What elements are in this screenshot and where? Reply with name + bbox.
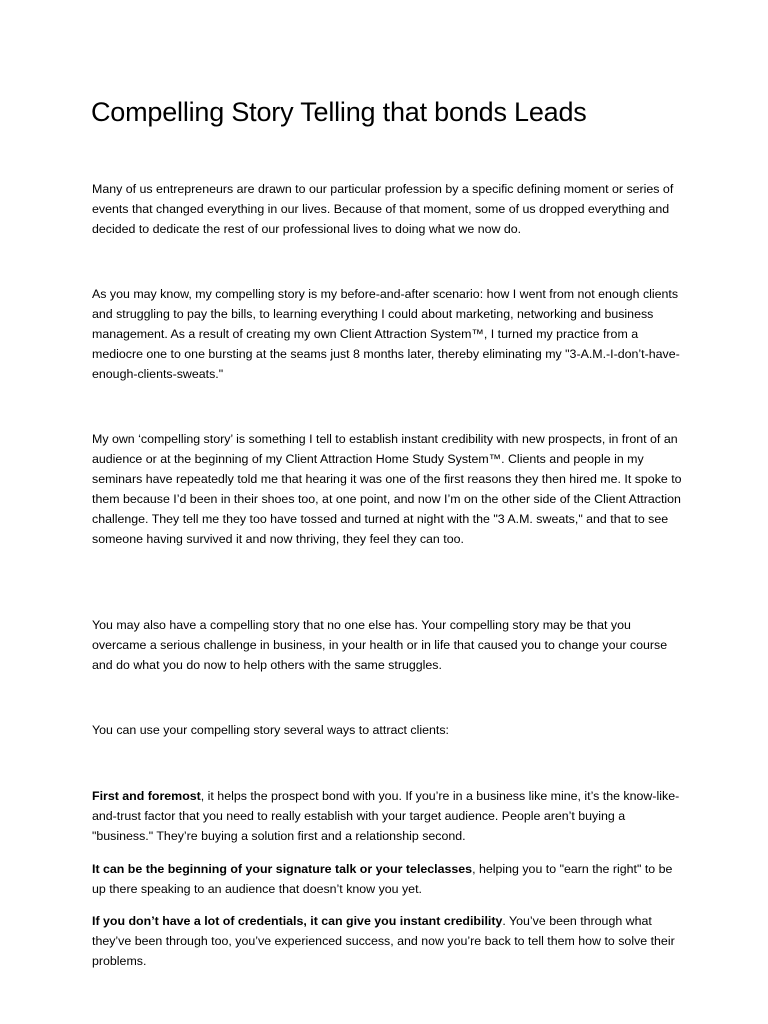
paragraph-lead-bold: First and foremost [92, 789, 201, 803]
paragraph-text: You can use your compelling story several ways to attract clients: [92, 723, 449, 737]
paragraph-instant-credibility [92, 911, 687, 971]
paragraph-text: My own ‘compelling story’ is something I tell to establish instant credibility with new prospects, in front of an audience or at the beginning of my Client Attraction Home Study System™. Clients and people in my seminars have repeatedly told me that hearing it was one of the first reasons they then hired me. It spoke to them because I’d been in their shoes too, at one point, and now I’m on the other side of the Client Attraction challenge. They tell me they too have tossed and turned at night with the "3 A.M. sweats," and that to see someone having survived it and now thriving, they feel they can too. [92, 432, 682, 546]
paragraph-lead-bold: If you don’t have a lot of credentials, it can give you instant credibility [92, 914, 503, 928]
paragraph-lead-bold: It can be the beginning of your signature talk or your teleclasses [92, 862, 473, 876]
paragraph-before-after-story [92, 284, 687, 384]
paragraph-bond-with-you [92, 786, 687, 846]
paragraph-text: You may also have a compelling story that no one else has. Your compelling story may be that you overcame a serious challenge in business, in your health or in life that caused you to change your course and do what you do now to help others with the same struggles. [92, 618, 668, 672]
paragraph-text: Many of us entrepreneurs are drawn to our particular profession by a specific defining moment or series of events that changed everything in our lives. Because of that moment, some of us dropped everything and decided to dedicate the rest of our professional lives to doing what we now do. [92, 182, 674, 236]
paragraph-text: , helping you to "earn the right" to be up there speaking to an audience that doesn’t know you yet. [92, 862, 673, 896]
paragraph-signature-talk [92, 859, 687, 899]
paragraph-ways-intro [92, 720, 687, 740]
paragraph-your-compelling-story [92, 615, 687, 675]
document-title: Compelling Story Telling that bonds Leads [91, 97, 587, 127]
paragraph-text: . You’ve been through what they’ve been through too, you’ve experienced success, and now you’re back to tell them how to solve their problems. [92, 914, 675, 968]
paragraph-defining-moment [92, 179, 687, 239]
paragraph-text: , it helps the prospect bond with you. If you’re in a business like mine, it’s the know-like-and-trust factor that you need to really establish with your target audience. People aren’t buying a "business." They’re buying a solution first and a relationship second. [92, 789, 680, 843]
paragraph-text: As you may know, my compelling story is my before-and-after scenario: how I went from not enough clients and struggling to pay the bills, to learning everything I could about marketing, networking and business management. As a result of creating my own Client Attraction System™, I turned my practice from a mediocre one to one bursting at the seams just 8 months later, thereby eliminating my "3-A.M.-I-don’t-have-enough-clients-sweats." [92, 287, 680, 381]
paragraph-own-compelling-story [92, 429, 687, 549]
